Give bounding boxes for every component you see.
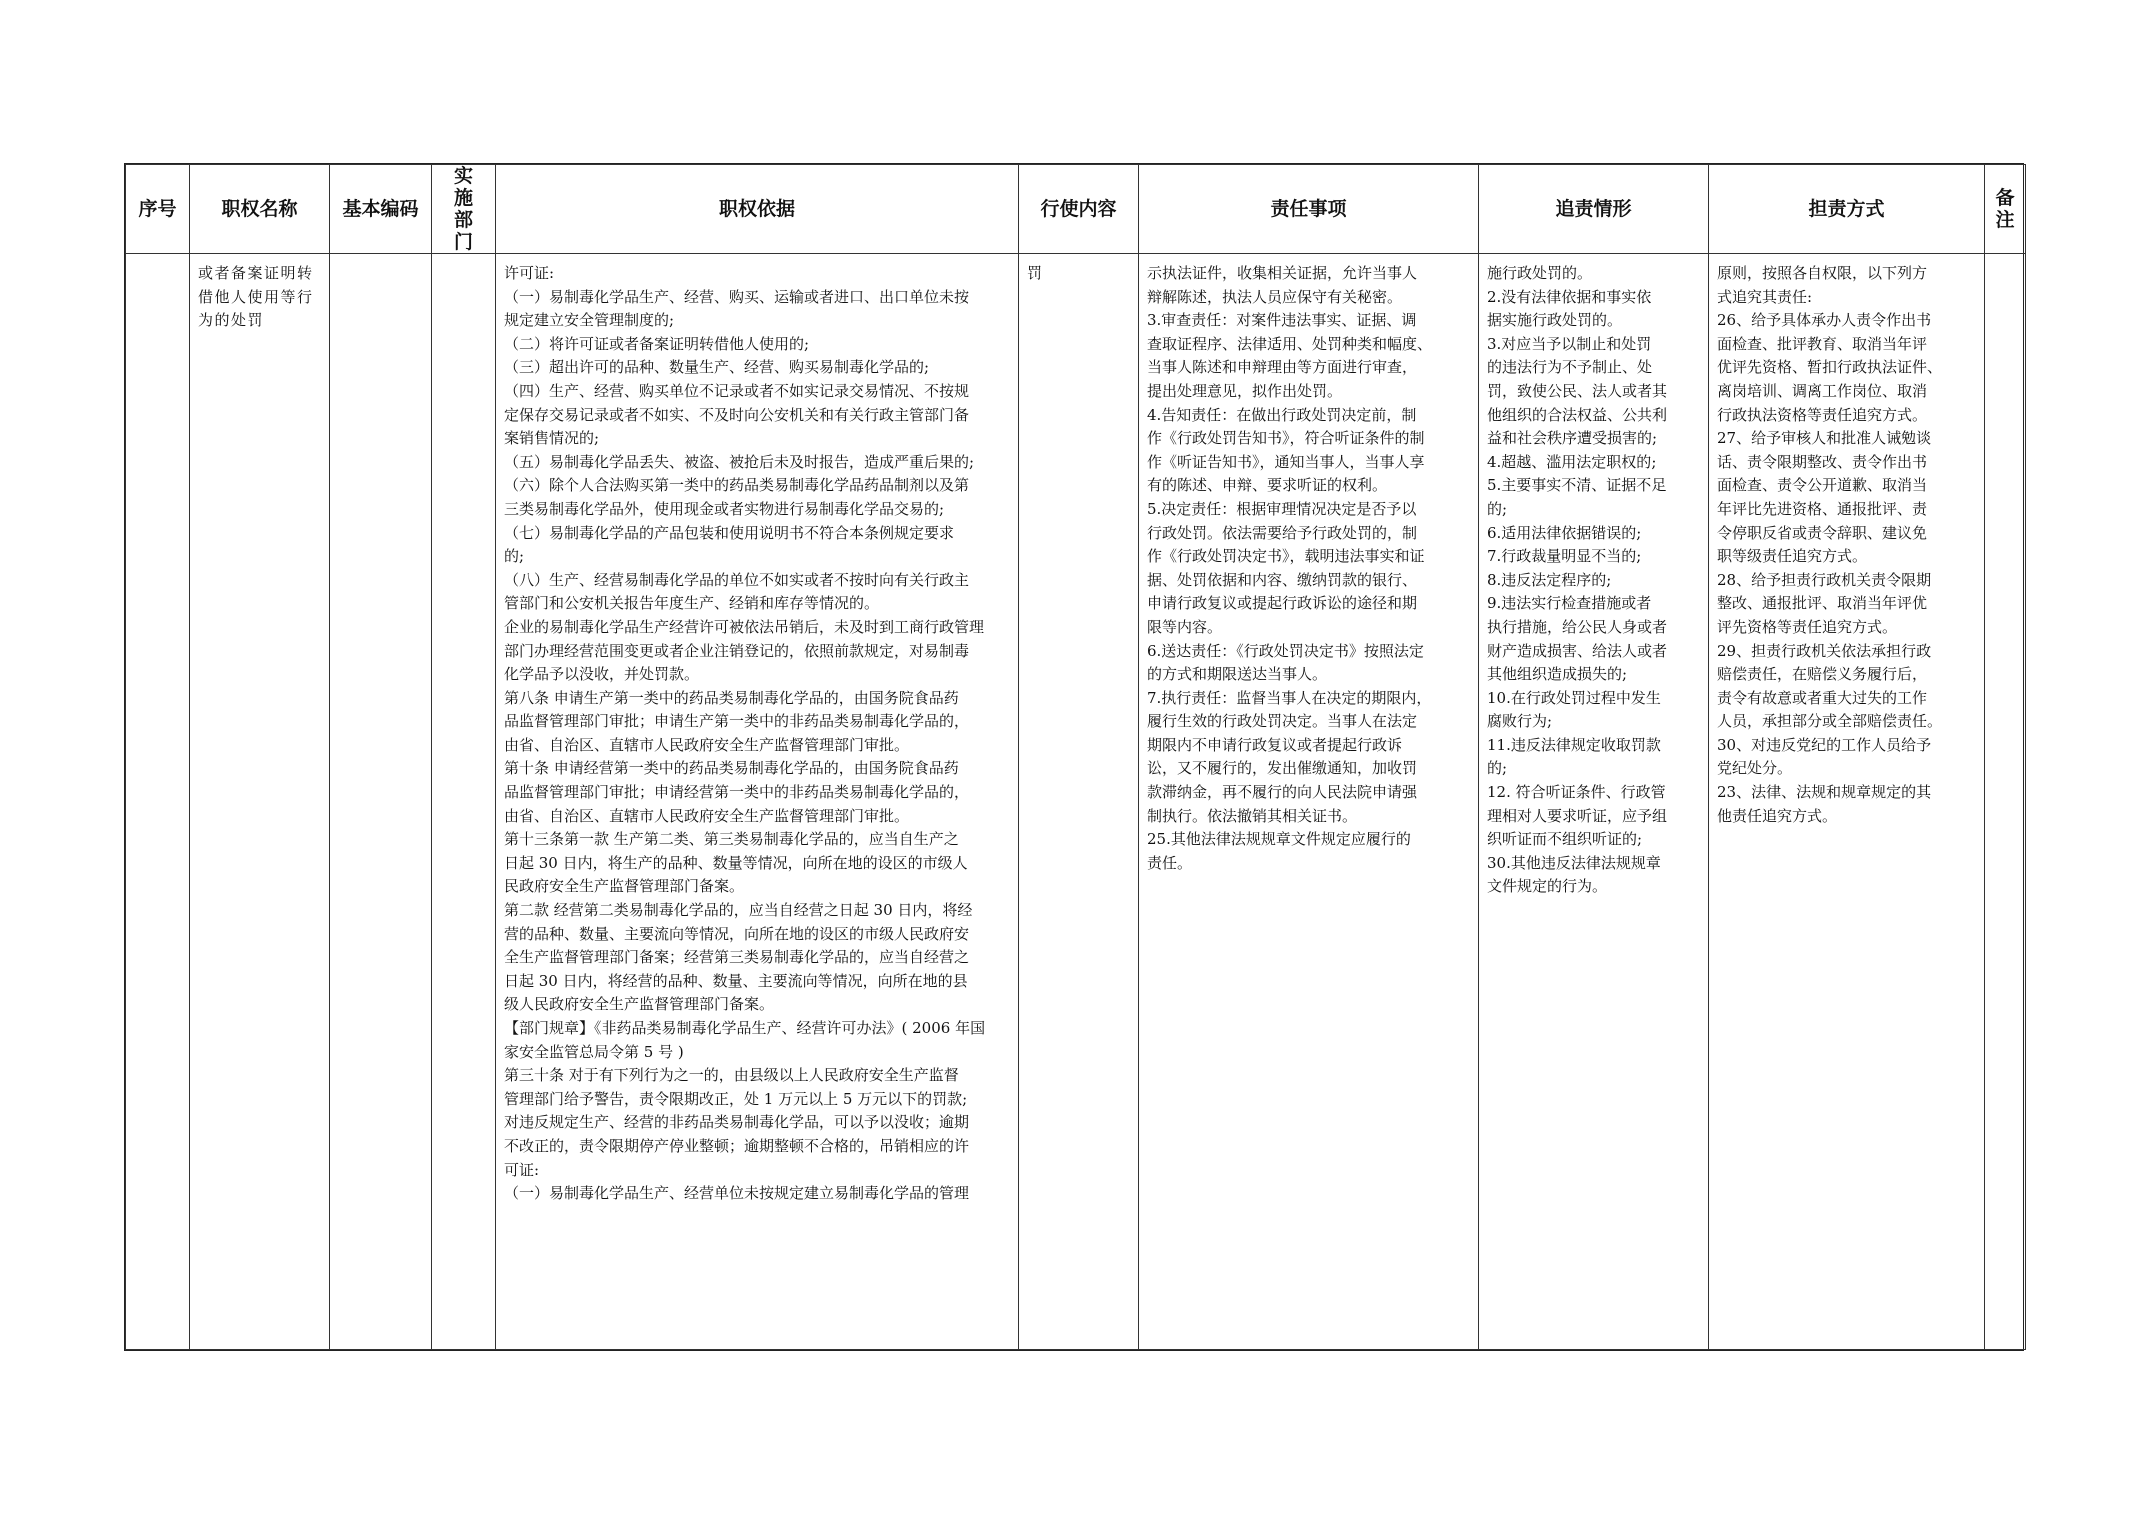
text-line: 执行措施，给公民人身或者 bbox=[1487, 617, 1668, 636]
resp-lines bbox=[1147, 262, 1470, 875]
text-line: 面检查、批评教育、取消当年评 bbox=[1717, 334, 1928, 353]
text-line: 示执法证件，收集相关证据，允许当事人 bbox=[1147, 264, 1418, 282]
text-line: 讼，又不履行的，发出催缴通知，加收罚 bbox=[1147, 759, 1418, 778]
text-line: 期限内不申请行政复议或者提起行政诉 bbox=[1147, 735, 1403, 754]
text-line: 腐败行为; bbox=[1487, 712, 1553, 731]
text-line: 的; bbox=[504, 547, 525, 566]
text-line: 三类易制毒化学品外，使用现金或者实物进行易制毒化学品交易的; bbox=[504, 499, 945, 518]
header-basis: 职权依据 bbox=[496, 165, 1019, 254]
text-line: （二）将许可证或者备案证明转借他人使用的; bbox=[504, 334, 810, 353]
text-line: 提出处理意见，拟作出处罚。 bbox=[1147, 381, 1343, 400]
responsibility-table-frame bbox=[124, 163, 2024, 1351]
text-line: 10.在行政处罚过程中发生 bbox=[1487, 688, 1661, 707]
text-line: 家安全监管总局令第 5 号 ) bbox=[504, 1042, 684, 1061]
header-way: 担责方式 bbox=[1709, 165, 1985, 254]
header-name: 职权名称 bbox=[190, 165, 330, 254]
text-line: 申请行政复议或提起行政诉讼的途径和期 bbox=[1147, 594, 1418, 613]
text-line: 27、给予审核人和批准人诫勉谈 bbox=[1717, 429, 1932, 448]
header-row bbox=[126, 165, 2026, 254]
acc-lines bbox=[1487, 262, 1700, 899]
text-line: 款滞纳金，再不履行的向人民法院申请强 bbox=[1147, 783, 1418, 802]
text-line: 28、给予担责行政机关责令限期 bbox=[1717, 570, 1932, 589]
text-line: 益和社会秩序遭受损害的; bbox=[1487, 429, 1658, 448]
text-line: 营的品种、数量、主要流向等情况，向所在地的设区的市级人民政府安 bbox=[504, 924, 970, 943]
header-acc: 追责情形 bbox=[1479, 165, 1709, 254]
text-line: 5.决定责任：根据审理情况决定是否予以 bbox=[1147, 499, 1417, 518]
text-line: 第二款 经营第二类易制毒化学品的，应当自经营之日起 30 日内，将经 bbox=[504, 901, 973, 920]
basis-lines bbox=[504, 262, 1010, 1206]
text-line: 品监督管理部门审批；申请经营第一类中的非药品类易制毒化学品的， bbox=[504, 783, 970, 802]
header-note bbox=[1985, 165, 2026, 254]
text-line: 财产造成损害、给法人或者 bbox=[1487, 641, 1668, 660]
text-line: 许可证: bbox=[504, 264, 555, 282]
cell-content: 罚 bbox=[1019, 254, 1139, 1350]
text-line: 日起 30 日内，将生产的品种、数量等情况，向所在地的设区的市级人 bbox=[504, 853, 968, 872]
text-line: 据、处罚依据和内容、缴纳罚款的银行、 bbox=[1147, 570, 1418, 589]
text-line: 2.没有法律依据和事实依 bbox=[1487, 287, 1652, 306]
text-line: 的方式和期限送达当事人。 bbox=[1147, 665, 1328, 684]
text-line: 限等内容。 bbox=[1147, 617, 1223, 636]
table-row bbox=[126, 254, 2026, 1350]
text-line: 式追究其责任: bbox=[1717, 287, 1813, 306]
text-line: 8.违反法定程序的; bbox=[1487, 570, 1612, 589]
text-line: 令停职反省或责令辞职、建议免 bbox=[1717, 523, 1928, 542]
cell-acc bbox=[1479, 254, 1709, 1350]
text-line: 6.适用法律依据错误的; bbox=[1487, 523, 1642, 542]
text-line: （七）易制毒化学品的产品包装和使用说明书不符合本条例规定要求 bbox=[504, 523, 955, 542]
text-line: （一）易制毒化学品生产、经营、购买、运输或者进口、出口单位未按 bbox=[504, 287, 970, 306]
cell-seq bbox=[126, 254, 190, 1350]
text-line: 罚，致使公民、法人或者其 bbox=[1487, 381, 1668, 400]
text-line: 3.审查责任：对案件违法事实、证据、调 bbox=[1147, 311, 1417, 330]
text-line: 的; bbox=[1487, 499, 1508, 518]
text-line: （三）超出许可的品种、数量生产、经营、购买易制毒化学品的; bbox=[504, 358, 930, 377]
text-line: 7.执行责任：监督当事人在决定的期限内， bbox=[1147, 688, 1432, 707]
cell-resp bbox=[1139, 254, 1479, 1350]
text-line: 的违法行为不予制止、处 bbox=[1487, 358, 1653, 377]
responsibility-table bbox=[125, 164, 2026, 1350]
text-line: 第八条 申请生产第一类中的药品类易制毒化学品的，由国务院食品药 bbox=[504, 688, 959, 707]
text-line: 责令有故意或者重大过失的工作 bbox=[1717, 688, 1928, 707]
text-line: 品监督管理部门审批；申请生产第一类中的非药品类易制毒化学品的， bbox=[504, 712, 970, 731]
text-line: 25.其他法律法规规章文件规定应履行的 bbox=[1147, 830, 1411, 849]
text-line: 制执行。依法撤销其相关证书。 bbox=[1147, 806, 1358, 825]
text-line: 文件规定的行为。 bbox=[1487, 877, 1608, 896]
text-line: 11.违反法律规定收取罚款 bbox=[1487, 735, 1661, 754]
power-name-text: 或者备案证明转借他人使用等行为的处罚 bbox=[198, 264, 314, 330]
text-line: 评先资格等责任追究方式。 bbox=[1717, 617, 1898, 636]
text-line: 行政执法资格等责任追究方式。 bbox=[1717, 405, 1928, 424]
text-line: 4.告知责任：在做出行政处罚决定前，制 bbox=[1147, 405, 1417, 424]
cell-dept bbox=[432, 254, 496, 1350]
text-line: 23、法律、法规和规章规定的其 bbox=[1717, 783, 1932, 802]
text-line: 其他组织造成损失的; bbox=[1487, 665, 1628, 684]
text-line: 12. 符合听证条件、行政管 bbox=[1487, 783, 1666, 802]
text-line: （一）易制毒化学品生产、经营单位未按规定建立易制毒化学品的管理 bbox=[504, 1184, 970, 1203]
text-line: 离岗培训、调离工作岗位、取消 bbox=[1717, 381, 1928, 400]
text-line: 案销售情况的; bbox=[504, 429, 600, 448]
text-line: 管部门和公安机关报告年度生产、经销和库存等情况的。 bbox=[504, 594, 880, 613]
text-line: 履行生效的行政处罚决定。当事人在法定 bbox=[1147, 712, 1418, 731]
cell-code bbox=[330, 254, 432, 1350]
text-line: 整改、通报批评、取消当年评优 bbox=[1717, 594, 1928, 613]
text-line: 3.对应当予以制止和处罚 bbox=[1487, 334, 1652, 353]
text-line: 他责任追究方式。 bbox=[1717, 806, 1838, 825]
text-line: 日起 30 日内，将经营的品种、数量、主要流向等情况，向所在地的县 bbox=[504, 971, 968, 990]
way-lines bbox=[1717, 262, 1976, 828]
text-line: 有的陈述、申辩、要求听证的权利。 bbox=[1147, 476, 1388, 495]
header-resp: 责任事项 bbox=[1139, 165, 1479, 254]
text-line: （五）易制毒化学品丢失、被盗、被抢后未及时报告，造成严重后果的; bbox=[504, 452, 975, 471]
text-line: 第十三条第一款 生产第二类、第三类易制毒化学品的，应当自生产之 bbox=[504, 830, 959, 849]
text-line: 责任。 bbox=[1147, 853, 1193, 872]
text-line: 7.行政裁量明显不当的; bbox=[1487, 547, 1642, 566]
header-dept bbox=[432, 165, 496, 254]
header-dept-label: 实施部门 bbox=[453, 165, 473, 253]
text-line: 的; bbox=[1487, 759, 1508, 778]
text-line: 行政处罚。依法需要给予行政处罚的，制 bbox=[1147, 523, 1418, 542]
cell-basis bbox=[496, 254, 1019, 1350]
text-line: 辩解陈述，执法人员应保守有关秘密。 bbox=[1147, 287, 1403, 306]
text-line: 职等级责任追究方式。 bbox=[1717, 547, 1868, 566]
text-line: 第三十条 对于有下列行为之一的，由县级以上人民政府安全生产监督 bbox=[504, 1066, 959, 1085]
text-line: （八）生产、经营易制毒化学品的单位不如实或者不按时向有关行政主 bbox=[504, 570, 970, 589]
text-line: 级人民政府安全生产监督管理部门备案。 bbox=[504, 995, 775, 1014]
text-line: 规定建立安全管理制度的; bbox=[504, 311, 675, 330]
cell-note bbox=[1985, 254, 2026, 1350]
text-line: 据实施行政处罚的。 bbox=[1487, 311, 1623, 330]
cell-way bbox=[1709, 254, 1985, 1350]
text-line: 可证: bbox=[504, 1160, 540, 1179]
text-line: 优评先资格、暂扣行政执法证件、 bbox=[1717, 358, 1943, 377]
text-line: 29、担责行政机关依法承担行政 bbox=[1717, 641, 1932, 660]
text-line: 党纪处分。 bbox=[1717, 759, 1793, 778]
text-line: 话、责令限期整改、责令作出书 bbox=[1717, 452, 1928, 471]
text-line: 【部门规章】《非药品类易制毒化学品生产、经营许可办法》( 2006 年国 bbox=[504, 1019, 986, 1037]
text-line: 部门办理经营范围变更或者企业注销登记的，依照前款规定，对易制毒 bbox=[504, 641, 970, 660]
text-line: 人员，承担部分或全部赔偿责任。 bbox=[1717, 712, 1943, 731]
text-line: 施行政处罚的。 bbox=[1487, 264, 1593, 282]
text-line: 30.其他违反法律法规规章 bbox=[1487, 853, 1661, 872]
text-line: 5.主要事实不清、证据不足 bbox=[1487, 476, 1667, 495]
text-line: 由省、自治区、直辖市人民政府安全生产监督管理部门审批。 bbox=[504, 735, 910, 754]
text-line: 对违反规定生产、经营的非药品类易制毒化学品，可以予以没收；逾期 bbox=[504, 1113, 970, 1132]
text-line: 30、对违反党纪的工作人员给予 bbox=[1717, 735, 1932, 754]
text-line: 化学品予以没收，并处罚款。 bbox=[504, 665, 700, 684]
text-line: 第十条 申请经营第一类中的药品类易制毒化学品的，由国务院食品药 bbox=[504, 759, 959, 778]
header-note-label: 备注 bbox=[1995, 187, 2015, 231]
text-line: （四）生产、经营、购买单位不记录或者不如实记录交易情况、不按规 bbox=[504, 381, 970, 400]
text-line: 全生产监督管理部门备案；经营第三类易制毒化学品的，应当自经营之 bbox=[504, 948, 970, 967]
text-line: 理相对人要求听证，应予组 bbox=[1487, 806, 1668, 825]
header-seq: 序号 bbox=[126, 165, 190, 254]
text-line: 织听证而不组织听证的; bbox=[1487, 830, 1643, 849]
text-line: 年评比先进资格、通报批评、责 bbox=[1717, 499, 1928, 518]
text-line: 企业的易制毒化学品生产经营许可被依法吊销后，未及时到工商行政管理 bbox=[504, 617, 985, 636]
text-line: 由省、自治区、直辖市人民政府安全生产监督管理部门审批。 bbox=[504, 806, 910, 825]
text-line: 6.送达责任：《行政处罚决定书》按照法定 bbox=[1147, 641, 1424, 660]
text-line: 不改正的，责令限期停产停业整顿；逾期整顿不合格的，吊销相应的许 bbox=[504, 1136, 970, 1155]
text-line: 管理部门给予警告，责令限期改正，处 1 万元以上 5 万元以下的罚款; bbox=[504, 1089, 968, 1108]
text-line: 作《行政处罚告知书》，符合听证条件的制 bbox=[1147, 429, 1425, 448]
text-line: 原则，按照各自权限，以下列方 bbox=[1717, 264, 1928, 282]
text-line: 赔偿责任，在赔偿义务履行后， bbox=[1717, 665, 1928, 684]
text-line: 4.超越、滥用法定职权的; bbox=[1487, 452, 1657, 471]
text-line: 作《行政处罚决定书》，载明违法事实和证 bbox=[1147, 547, 1425, 566]
text-line: 作《听证告知书》，通知当事人，当事人享 bbox=[1147, 452, 1425, 471]
text-line: 定保存交易记录或者不如实、不及时向公安机关和有关行政主管部门备 bbox=[504, 405, 970, 424]
text-line: 他组织的合法权益、公共利 bbox=[1487, 405, 1668, 424]
text-line: 26、给予具体承办人责令作出书 bbox=[1717, 311, 1932, 330]
header-content: 行使内容 bbox=[1019, 165, 1139, 254]
text-line: （六）除个人合法购买第一类中的药品类易制毒化学品药品制剂以及第 bbox=[504, 476, 970, 495]
text-line: 当事人陈述和申辩理由等方面进行审查， bbox=[1147, 358, 1418, 377]
text-line: 9.违法实行检查措施或者 bbox=[1487, 594, 1652, 613]
text-line: 查取证程序、法律适用、处罚种类和幅度、 bbox=[1147, 334, 1433, 353]
text-line: 民政府安全生产监督管理部门备案。 bbox=[504, 877, 745, 896]
text-line: 面检查、责令公开道歉、取消当 bbox=[1717, 476, 1928, 495]
header-code: 基本编码 bbox=[330, 165, 432, 254]
cell-name bbox=[190, 254, 330, 1350]
